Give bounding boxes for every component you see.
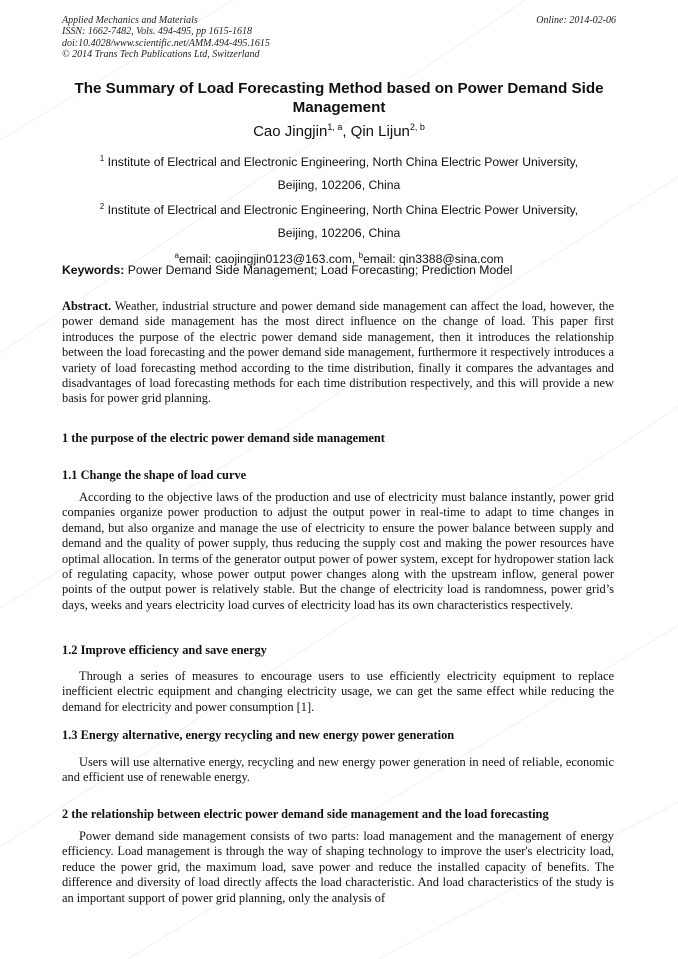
keywords-label: Keywords: <box>62 263 125 277</box>
keywords <box>62 263 616 277</box>
affiliation-number: 1 <box>99 154 105 163</box>
subsection-heading: 1.3 Energy alternative, energy recycling and new energy power generation <box>62 728 455 742</box>
section-heading: 2 the relationship between electric power demand side management and the load forecasting <box>62 807 549 821</box>
journal-header <box>62 15 270 61</box>
copyright-line: © 2014 Trans Tech Publications Ltd, Switzerland <box>62 49 260 61</box>
abstract-label: Abstract. <box>62 299 112 313</box>
subsection-heading: 1.1 Change the shape of load curve <box>62 468 247 482</box>
email-mark: b <box>358 250 364 260</box>
paragraph: According to the objective laws of the production and use of electricity must balance instantly, power grid companies organize power production to adjust the output power in real-time to adapt to time changes in demand, but also organize and manage the use of electricity to ensure the power balance between supply and demand and the quality of power supply, thus reducing the supply cost and making the power resources have optimal allocation. In terms of the generator output power of power system, except for hydropower station lack of regulating capacity, whose power output power changes along with the upstream inflow, general power points of the output power is relatively stable. But the change of electricity load is randomness, power grid’s days, weeks and years electricity load curves of electricity load has its own characteristics respectively. <box>62 490 614 612</box>
author-separator: , <box>342 123 351 140</box>
doi-line: doi:10.4028/www.scientific.net/AMM.494-495.1615 <box>62 37 270 49</box>
issn-line: ISSN: 1662-7482, Vols. 494-495, pp 1615-1618 <box>62 26 252 38</box>
affiliations <box>62 148 616 270</box>
affiliation-1-city: Beijing, 102206, China <box>277 177 401 192</box>
subsection-heading: 1.2 Improve efficiency and save energy <box>62 643 267 657</box>
abstract-text: Weather, industrial structure and power demand side management can affect the load, however, the power demand side management has the most direct influence on the change of load. This paper first introduces the purpose of the electric power demand side management, then it introduces the relationship between the load forecasting and the power demand side management, furthermore it respectively introduces a variety of load forecasting method according to the time distribution, finally it compares the advantages and disadvantages of load forecasting methods for each time distribution respectively, and this will provide a new basis for power grid planning. <box>62 299 614 406</box>
author-name: Cao Jingjin <box>253 123 328 140</box>
paper-title: The Summary of Load Forecasting Method based on Power Demand Side Management <box>74 80 604 116</box>
author-affiliation-mark: 1, a <box>327 122 343 132</box>
paragraph: Power demand side management consists of two parts: load management and the management of energy efficiency. Load management is through the way of shaping technology to improve the user's electricity load, reduce the power grid, the maximum load, save power and reduce the installed capacity of benefits. The difference and diversity of load directly affects the load characteristic. And load characteristics of the study is an important support of power grid planning, only the analysis of <box>62 829 614 905</box>
paragraph: Through a series of measures to encourage users to use efficiently electricity equipment to replace inefficient electric equipment and changing electricity usage, we can get the same effect while reducing the demand for electricity and power consumption [1]. <box>62 669 614 714</box>
journal-name: Applied Mechanics and Materials <box>62 15 198 26</box>
email-b: email: qin3388@sina.com <box>363 251 504 266</box>
paragraph: Users will use alternative energy, recycling and new energy power generation in need of reliable, economic and efficient use of renewable energy. <box>62 755 614 785</box>
author-name: Qin Lijun <box>350 123 410 140</box>
online-date: Online: 2014-02-06 <box>536 15 616 26</box>
affiliation-text: Institute of Electrical and Electronic Engineering, North China Electric Power University, <box>107 155 579 170</box>
section-heading: 1 the purpose of the electric power demand side management <box>62 431 385 445</box>
author-affiliation-mark: 2, b <box>409 122 425 132</box>
email-a: email: caojingjin0123@163.com, <box>178 251 359 266</box>
email-mark: a <box>174 250 179 260</box>
affiliation-2 <box>62 196 616 222</box>
keywords-text: Power Demand Side Management; Load Forecasting; Prediction Model <box>124 263 513 277</box>
affiliation-1 <box>62 148 616 174</box>
abstract <box>62 299 614 407</box>
affiliation-text: Institute of Electrical and Electronic Engineering, North China Electric Power University, <box>107 203 579 218</box>
affiliation-2-city: Beijing, 102206, China <box>277 225 401 240</box>
affiliation-number: 2 <box>99 202 105 212</box>
author-line <box>62 122 616 140</box>
